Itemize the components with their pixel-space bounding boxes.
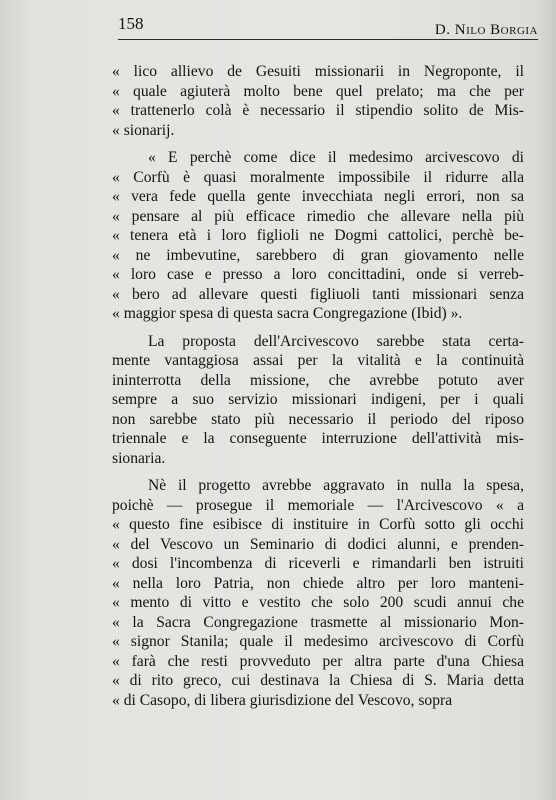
text-line: triennale e la conseguente interruzione dell'attività mis- — [112, 430, 524, 447]
page-number: 158 — [118, 14, 144, 33]
text-line: « trattenerlo colà è necessario il stipendio solito de Mis- — [112, 102, 524, 119]
text-line: La proposta dell'Arcivescovo sarebbe stata certa- — [148, 332, 524, 350]
text-line: mente vantaggiosa assai per la vitalità e la continuità — [112, 352, 524, 369]
text-line: ininterrotta della missione, che avrebbe potuto aver — [112, 371, 524, 389]
text-line: « pensare al più efficace rimedio che allevare nella più — [112, 207, 524, 225]
text-line: sempre a suo servizio missionari indigeni, per i quali — [112, 391, 524, 408]
text-line: « la Sacra Congregazione trasmette al missionario Mon- — [112, 613, 524, 631]
text-line: « questo fine esibisce di instituire in Corfù sotto gli occhi — [112, 516, 524, 533]
text-line: Nè il progetto avrebbe aggravato in nulla la spesa, — [148, 477, 524, 494]
text-line: « mento di vitto e vestito che solo 200 scudi annui che — [112, 594, 524, 611]
text-line: « tenera età i loro figlioli ne Dogmi cattolici, perchè be- — [112, 227, 524, 244]
text-line: « maggior spesa di questa sacra Congregazione (Ibid) ». — [112, 305, 463, 322]
header-rule — [118, 39, 538, 40]
text-line: « di rito greco, cui destinava la Chiesa di S. Maria detta — [112, 672, 524, 689]
page-header — [118, 12, 538, 38]
text-line: « del Vescovo un Seminario di dodici alunni, e prenden- — [112, 535, 524, 553]
text-line: non sarebbe stato più necessario il periodo del riposo — [112, 410, 524, 428]
paragraph — [112, 148, 524, 324]
text-line: « ne imbevutine, sarebbero di gran giovamento nelle — [112, 246, 524, 264]
text-line: « farà che resti provveduto per altra parte d'una Chiesa — [112, 652, 524, 670]
text-line: « vera fede quella gente invecchiata negli errori, non sa — [112, 188, 524, 205]
text-line: « loro case e presso a loro concittadini, onde si verreb- — [112, 266, 524, 283]
text-line: « Corfù è quasi moralmente impossibile il ridurre alla — [112, 168, 524, 186]
paragraph — [112, 476, 524, 710]
text-line: « E perchè come dice il medesimo arcivescovo di — [148, 149, 524, 166]
text-line: « nella loro Patria, non chiede altro per loro manteni- — [112, 574, 524, 592]
text-line: poichè — prosegue il memoriale — l'Arcivescovo « a — [112, 496, 524, 514]
paragraph — [112, 62, 524, 140]
paragraph — [112, 332, 524, 469]
text-line: « di Casopo, di libera giurisdizione del Vescovo, sopra — [112, 691, 453, 709]
text-line: sionaria. — [112, 449, 166, 467]
text-line: « sionarij. — [112, 121, 175, 139]
text-line: « bero ad allevare questi figliuoli tanti missionari senza — [112, 285, 524, 303]
text-line: « signor Stanila; quale il medesimo arcivescovo di Corfù — [112, 633, 524, 650]
body-text — [112, 62, 524, 710]
running-head: D. Nilo Borgia — [434, 22, 538, 38]
text-line: « quale agiuterà molto bene quel prelato; ma che per — [112, 82, 524, 100]
text-line: « lico allievo de Gesuiti missionarii in Negroponte, il — [112, 63, 524, 80]
text-line: « dosi l'incombenza di riceverli e rimandarli ben istruiti — [112, 555, 524, 572]
